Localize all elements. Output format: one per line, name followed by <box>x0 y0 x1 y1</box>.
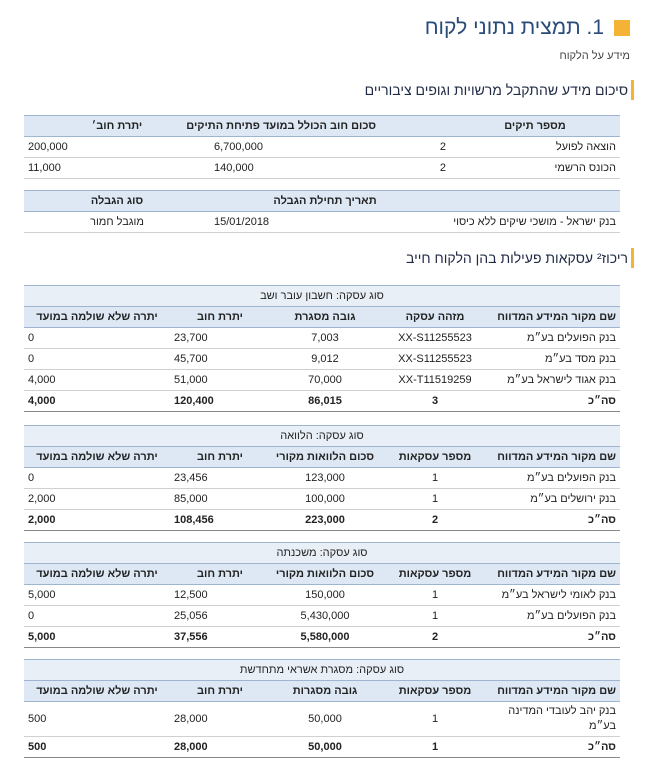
table-row: בנק הפועלים בע״מ XX-S11255523 7,003 23,700 0 <box>24 328 620 349</box>
table-row: בנק אגוד לישראל בע״מ XX-T11519259 70,000 51,000 4,000 <box>24 370 620 391</box>
table-row: בנק ישראל - מושכי שיקים ללא כיסוי 15/01/2018 מוגבל חמור <box>24 212 620 233</box>
total-row: סה״כ 1 50,000 28,000 500 <box>24 737 620 758</box>
section-bar-icon <box>631 248 634 268</box>
page-subtitle: מידע על הלקוח <box>559 50 630 62</box>
table-header: שם מקור המידע המדווח מספר עסקאות גובה מסגרות יתרת חוב יתרה שלא שולמה במועד <box>24 681 620 702</box>
col-cases: מספר תיקים <box>450 116 620 137</box>
col-restriction-date: תאריך תחילת הגבלה <box>210 191 440 212</box>
section-title: ריכוז² עסקאות פעילות בהן הלקוח חייב <box>406 250 628 266</box>
table-header <box>24 116 620 137</box>
table-caption: סוג עסקה: מסגרת אשראי מתחדשת <box>24 660 620 681</box>
mortgage-table <box>24 542 620 648</box>
loan-table <box>24 425 620 531</box>
table-caption: סוג עסקה: משכנתה <box>24 543 620 564</box>
table-row: הוצאה לפועל 2 6,700,000 200,000 <box>24 137 620 158</box>
table-header: שם מקור המידע המדווח מספר עסקאות סכום הלוואות מקורי יתרת חוב יתרה שלא שולמה במועד <box>24 447 620 468</box>
page-title-row <box>20 18 630 48</box>
section-public-info-heading <box>22 80 628 100</box>
total-row: סה״כ 3 86,015 120,400 4,000 <box>24 391 620 412</box>
section-title: סיכום מידע שהתקבל מרשויות וגופים ציבוריים <box>364 82 628 98</box>
table-row: בנק הפועלים בע״מ 1 5,430,000 25,056 0 <box>24 606 620 627</box>
table-row: הכונס הרשמי 2 140,000 11,000 <box>24 158 620 179</box>
section-bar-icon <box>631 80 634 100</box>
current-account-table <box>24 285 620 412</box>
authorities-table <box>24 115 620 179</box>
col-restriction-type: סוג הגבלה <box>24 191 210 212</box>
table-header: שם מקור המידע המדווח מספר עסקאות סכום הלוואות מקורי יתרת חוב יתרה שלא שולמה במועד <box>24 564 620 585</box>
table-row: בנק יהב לעובדי המדינה בע״מ 1 50,000 28,000 500 <box>24 702 620 737</box>
table-row: בנק הפועלים בע״מ 1 123,000 23,456 0 <box>24 468 620 489</box>
table-row: בנק לאומי לישראל בע״מ 1 150,000 12,500 5,000 <box>24 585 620 606</box>
col-total-debt: סכום חוב הכולל במועד פתיחת התיקים <box>210 116 380 137</box>
col-balance: יתרת חוב׳ <box>24 116 210 137</box>
title-square-icon <box>614 20 630 36</box>
table-row: בנק ירושלים בע״מ 1 100,000 85,000 2,000 <box>24 489 620 510</box>
page-title: 1. תמצית נתוני לקוח <box>424 16 604 39</box>
revolving-credit-table <box>24 659 620 758</box>
total-row: סה״כ 2 5,580,000 37,556 5,000 <box>24 627 620 648</box>
table-header: שם מקור המידע המדווח מזהה עסקה גובה מסגרת יתרת חוב יתרה שלא שולמה במועד <box>24 307 620 328</box>
section-active-deals-heading <box>22 248 628 268</box>
table-row: בנק מסד בע״מ XX-S11255523 9,012 45,700 0 <box>24 349 620 370</box>
total-row: סה״כ 2 223,000 108,456 2,000 <box>24 510 620 531</box>
table-caption: סוג עסקה: הלוואה <box>24 426 620 447</box>
table-caption: סוג עסקה: חשבון עובר ושב <box>24 286 620 307</box>
table-header <box>24 191 620 212</box>
restrictions-table <box>24 190 620 233</box>
